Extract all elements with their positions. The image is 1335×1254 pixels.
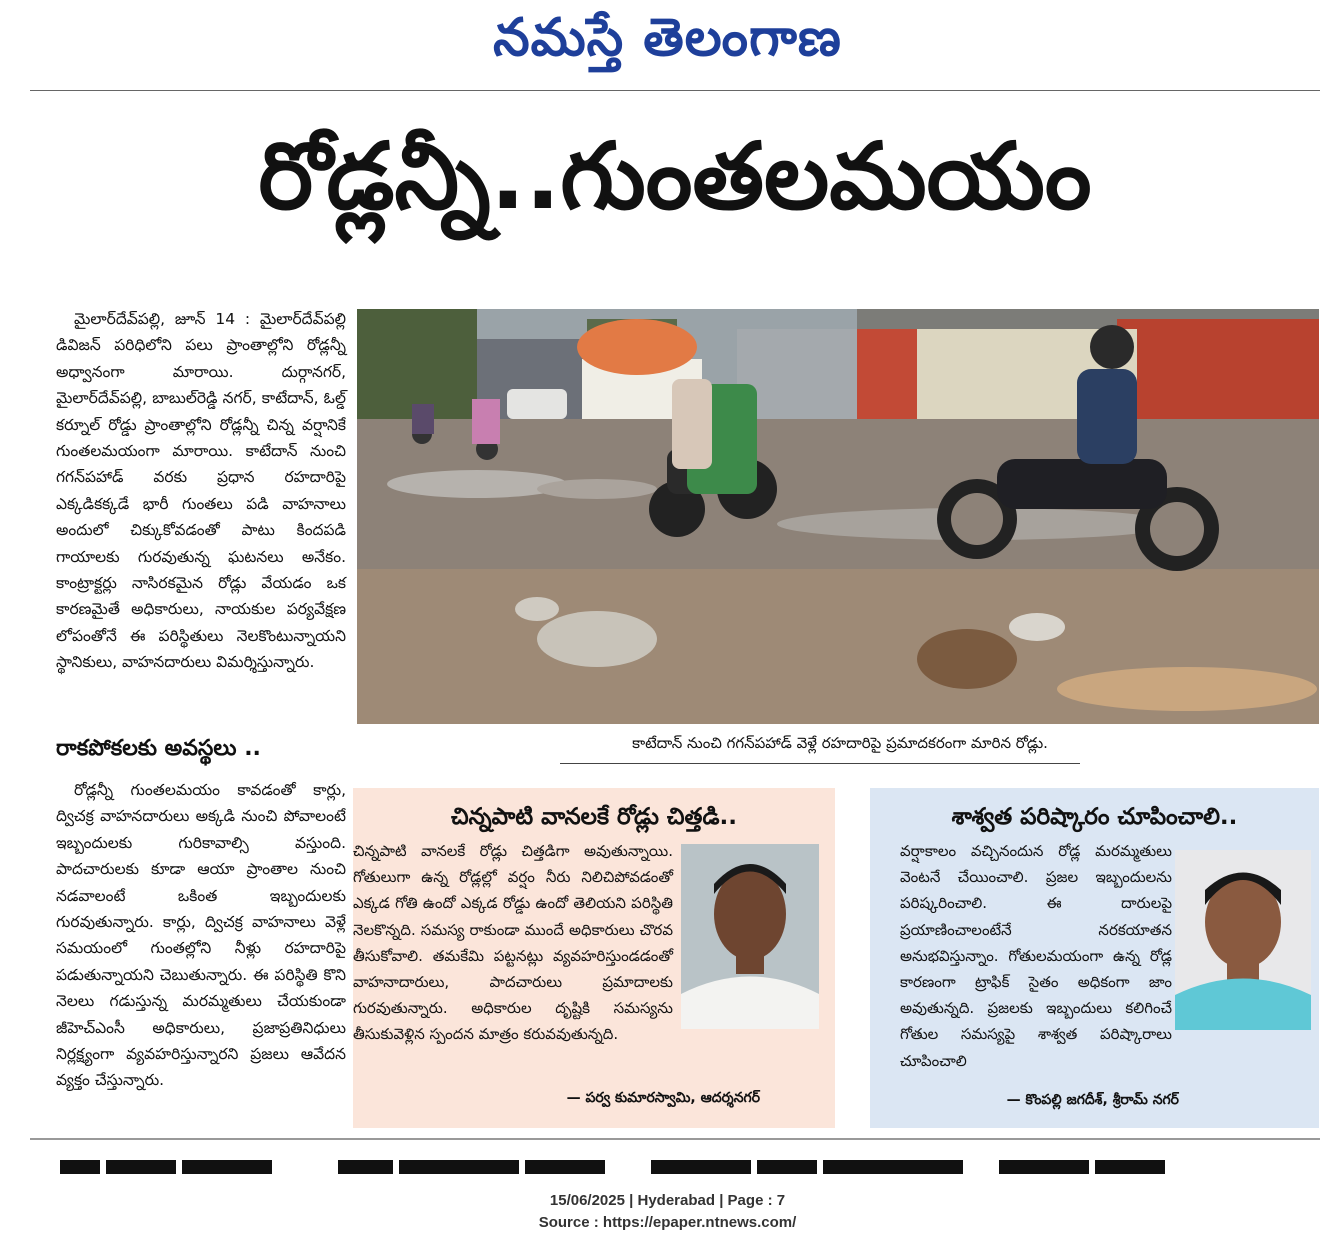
article-body-column: [56, 777, 346, 1094]
masthead-logo: నమస్తే తెలంగాణ: [493, 8, 842, 68]
footer-date-line: 15/06/2025 | Hyderabad | Page : 7: [549, 1192, 786, 1209]
header-divider: [30, 90, 1320, 91]
opinion-right-signature: — కొంపల్లి జగదీశ్, శ్రీరామ్ నగర్: [1006, 1092, 1179, 1108]
opinion-right-title: శాశ్వత పరిష్కారం చూపించాలి..: [951, 804, 1238, 830]
next-headline-cutoff: [30, 1160, 1320, 1174]
opinion-right-text: వర్షాకాలం వచ్చినందున రోడ్ల మరమ్మతులు వెంటనే చేయించాలి. ప్రజల ఇబ్బందులను పరిష్కరించాలి. ఈ దారులపై ప్రయాణించాలంటేనే నరకయాతన అనుభవిస్తున్నాం. గోతులమయంగా ఉన్న రోడ్ల కారణంగా ట్రాఫిక్ సైతం అధికంగా జాం అవుతున్నది. ప్రజలకు ఇబ్బందులు కలిగించే గోతుల సమస్యపై శాశ్వత పరిష్కారాలు చూపించాలి: [900, 842, 1172, 1070]
page-footer: [0, 1190, 1335, 1234]
footer-source-line: Source : https://epaper.ntnews.com/: [538, 1214, 797, 1231]
opinion-box-left: [353, 788, 835, 1128]
section-divider: [30, 1138, 1320, 1140]
article-lead-column: [56, 306, 346, 676]
caption-underline: [560, 763, 1080, 764]
portrait-photo-left: [681, 844, 819, 1029]
opinion-left-signature: — పర్వ కుమారస్వామి, ఆదర్శనగర్: [566, 1090, 760, 1106]
opinion-box-right: [870, 788, 1319, 1128]
opinion-left-title: చిన్నపాటి వానలకే రోడ్లు చిత్తడి..: [451, 804, 737, 830]
portrait-photo-right: [1175, 850, 1311, 1030]
article-lead: మైలార్‌దేవ్‌పల్లి, జూన్ 14 : మైలార్‌దేవ్‌పల్లి డివిజన్ పరిధిలోని పలు ప్రాంతాల్లోని రోడ్లన్నీ అధ్వానంగా మారాయి. దుర్గానగర్, మైలార్‌దేవ్‌పల్లి, బాబుల్‌రెడ్డి నగర్, కాటేదాన్, ఓల్డ్ కర్నూల్ రోడ్డు ప్రాంతాల్లోని రోడ్లన్నీ చిన్న వర్షానికే గుంతలమయంగా మారాయి. కాటేదాన్ నుంచి గగన్‌పహాడ్ వరకు ప్రధాన రహదారిపై ఎక్కడికక్కడే భారీ గుంతలు పడి వాహనాలు అందులో చిక్కుకోవడంతో పాటు కిందపడి గాయాలకు గురవుతున్న ఘటనలు అనేకం. కాంట్రాక్టర్లు నాసిరకమైన రోడ్లు వేయడం ఒక కారణమైతే అధికారులు, నాయకుల పర్యవేక్షణ లోపంతోనే ఈ పరిస్థితులు నెలకొంటున్నాయని స్థానికులు, వాహనదారులు విమర్శిస్తున్నారు.: [56, 310, 346, 672]
headline: రోడ్లన్నీ..గుంతలమయం: [258, 123, 1092, 230]
article-body: రోడ్లన్నీ గుంతలమయం కావడంతో కార్లు, ద్విచక్ర వాహనదారులు అక్కడి నుంచి పోవాలంటే ఇబ్బందులకు గురికావాల్సి వస్తుంది. పాదచారులకు కూడా ఆయా ప్రాంతాల నుంచి నడవాలంటే ఒకింత ఇబ్బందులకు గురవుతున్నారు. కార్లు, ద్విచక్ర వాహనాలు వెళ్లే సమయంలో గుంతల్లోని నీళ్లు రహదారిపై పడుతున్నాయని చెబుతున్నారు. ఈ పరిస్థితి కొని నెలలు గడుస్తున్న మరమ్మతులు చేయకుండా జీహెచ్‌ఎంసీ అధికారులు, ప్రజాప్రతినిధులు నిర్లక్ష్యంగా వ్యవహరిస్తున్నారని ప్రజలు ఆవేదన వ్యక్తం చేస్తున్నారు.: [56, 781, 346, 1090]
opinion-left-text: చిన్నపాటి వానలకే రోడ్లు చిత్తడిగా అవుతున్నాయి. గోతులుగా ఉన్న రోడ్లల్లో వర్షం నీరు నిలిచిపోవడంతో ఎక్కడ గోతి ఉందో ఎక్కడ రోడ్డు ఉందో తెలియని పరిస్థితి నెలకొన్నది. సమస్య రాకుండా ముందే అధికారులు చొరవ తీసుకోవాలి. తమకేమి పట్టనట్లు వ్యవహరిస్తుండడంతో వాహనాదారులు, పాదచారులు ప్రమాదాలకు గురవుతున్నారు. అధికారుల దృష్టికి సమస్యను తీసుకువెళ్లిన స్పందన మాత్రం కరువవుతున్నది.: [353, 842, 673, 1044]
article-subhead: రాకపోకలకు అవస్థలు ..: [56, 736, 261, 761]
road-photo: [357, 309, 1319, 724]
photo-caption: కాటేదాన్ నుంచి గగన్‌పహాడ్ వెళ్లే రహదారిపై ప్రమాదకరంగా మారిన రోడ్లు.: [632, 734, 1048, 752]
